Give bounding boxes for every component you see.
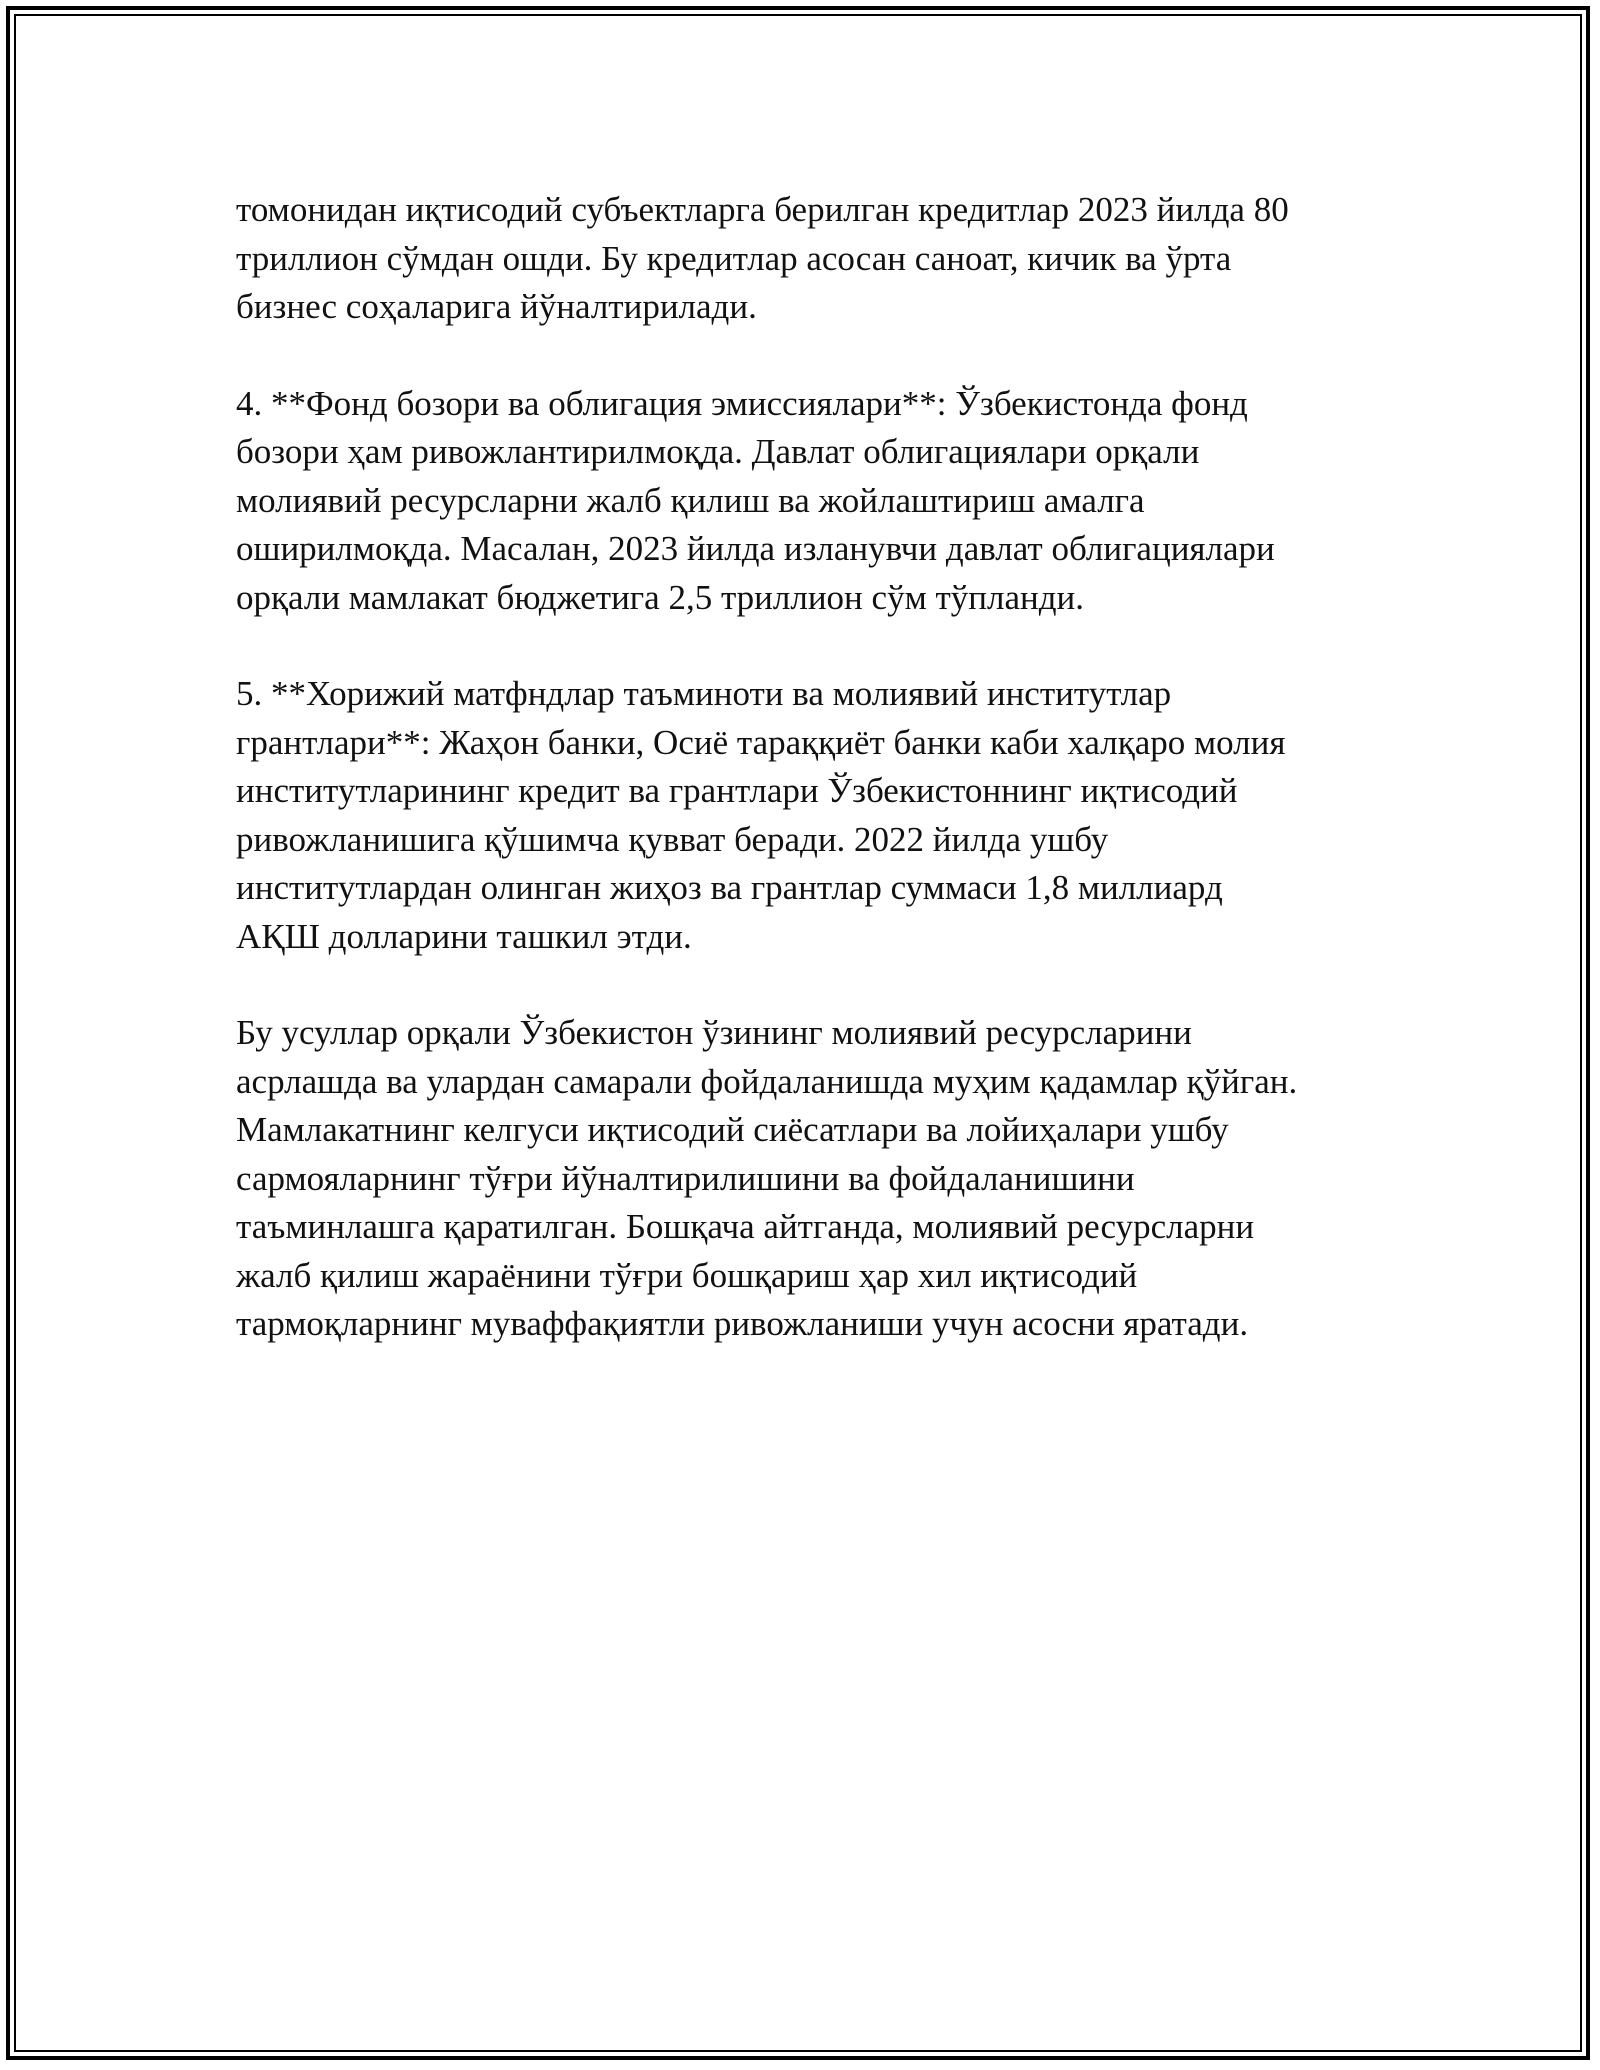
paragraph-foreign-grants: 5. **Хорижий матфндлар таъминоти ва молиявий институтлар грантлари**: Жаҳон банки, Осиё тараққиёт банки каби халқаро молия институтларининг кредит ва грантлари Ўзбекистоннинг иқтисодий ривожланишига қўшимча қувват беради. 2022 йилда ушбу институтлардан олинган жиҳоз ва грантлар суммаси 1,8 миллиард АҚШ долларини ташкил этди.: [236, 674, 1286, 956]
paragraph-credits-continuation: томонидан иқтисодий субъектларга берилган кредитлар 2023 йилда 80 триллион сўмдан ошди. Бу кредитлар асосан саноат, кичик ва ўрта бизнес соҳаларига йўналтирилади.: [236, 190, 1289, 326]
paragraph-conclusion: Бу усуллар орқали Ўзбекистон ўзининг молиявий ресурсларини асрлашда ва улардан самарали фойдаланишда муҳим қадамлар қўйган. Мамлакатнинг келгуси иқтисодий сиёсатлари ва лойиҳалари ушбу сармояларнинг тўғри йўналтирилишини ва фойдаланишини таъминлашга қаратилган. Бошқача айтганда, молиявий ресурсларни жалб қилиш жараёнини тўғри бошқариш ҳар хил иқтисодий тармоқларнинг муваффақиятли ривожланиши учун асосни яратади.: [236, 1013, 1298, 1343]
paragraph-stock-market-bonds: 4. **Фонд бозори ва облигация эмиссиялари**: Ўзбекистонда фонд бозори ҳам ривожлантирилмоқда. Давлат облигациялари орқали молиявий ресурсларни жалб қилиш ва жойлаштириш амалга оширилмоқда. Масалан, 2023 йилда изланувчи давлат облигациялари орқали мамлакат бюджетига 2,5 триллион сўм тўпланди.: [236, 383, 1275, 617]
document-body: [236, 186, 1366, 1397]
